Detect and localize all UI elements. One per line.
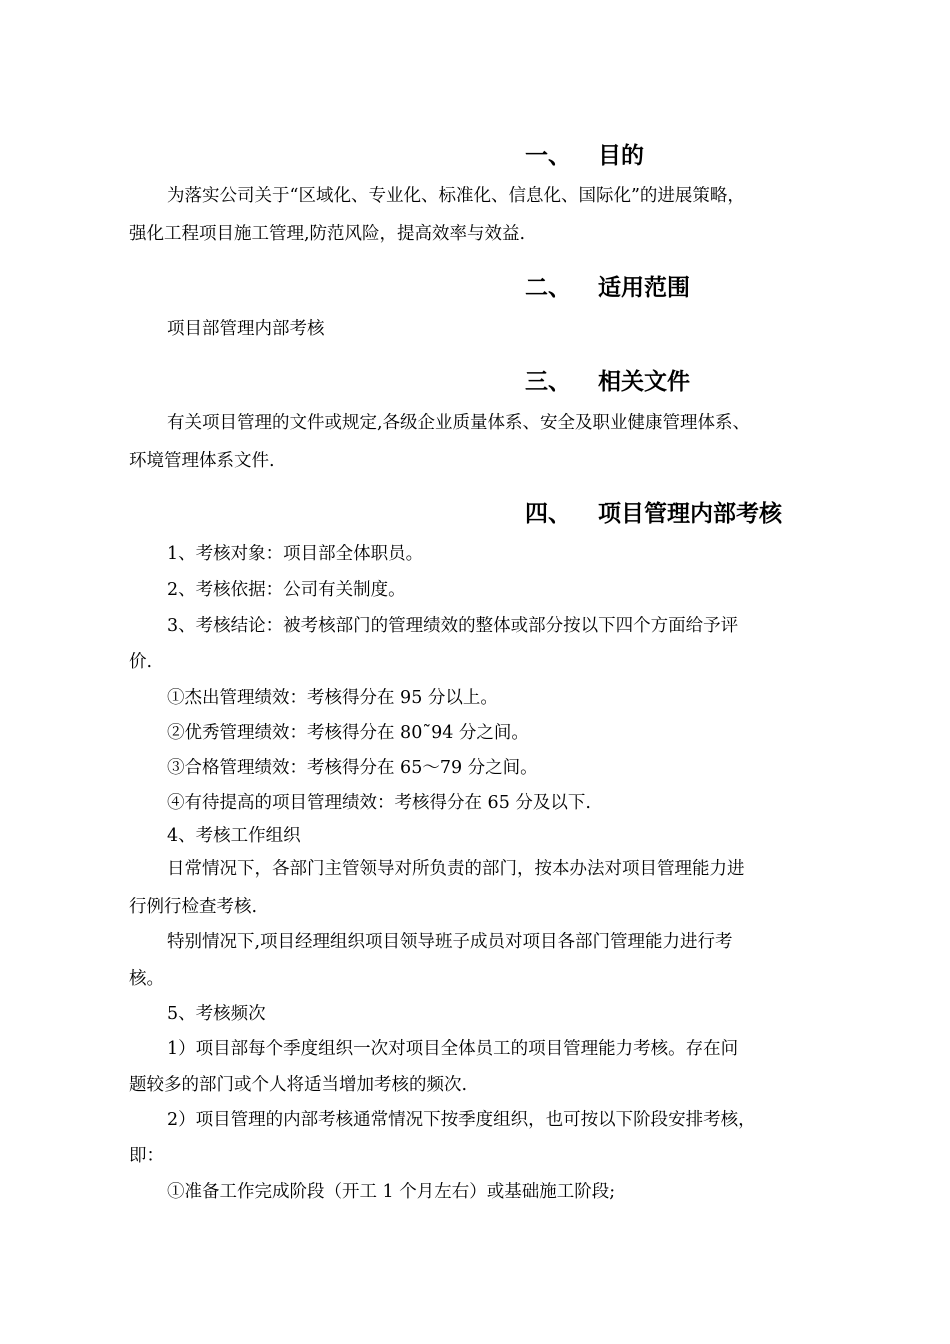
paragraph-line: 核。 <box>129 969 164 989</box>
paragraph-line: 强化工程项目施工管理,防范风险，提高效率与效益. <box>129 224 526 244</box>
list-item: ①准备工作完成阶段（开工 1 个月左右）或基础施工阶段; <box>167 1182 616 1202</box>
list-item: ③合格管理绩效：考核得分在 65～79 分之间。 <box>167 758 538 778</box>
paragraph-line: 1）项目部每个季度组织一次对项目全体员工的项目管理能力考核。存在问 <box>167 1039 739 1059</box>
section-number: 三、 <box>525 369 571 395</box>
list-item: ④有待提高的项目管理绩效：考核得分在 65 分及以下. <box>167 793 591 813</box>
section-heading-2 <box>525 273 690 303</box>
paragraph-line: 价. <box>129 652 153 672</box>
section-title: 目的 <box>598 143 644 169</box>
list-item: 3、考核结论：被考核部门的管理绩效的整体或部分按以下四个方面给予评 <box>167 616 739 636</box>
paragraph-line: 为落实公司关于“区域化、专业化、标准化、信息化、国际化”的进展策略， <box>167 186 745 206</box>
list-item: ①杰出管理绩效：考核得分在 95 分以上。 <box>167 688 498 708</box>
paragraph-line: 环境管理体系文件. <box>129 451 275 471</box>
list-item: ②优秀管理绩效：考核得分在 80˜94 分之间。 <box>167 723 529 743</box>
section-heading-4 <box>525 499 782 529</box>
section-title: 相关文件 <box>598 369 690 395</box>
paragraph-line: 日常情况下，各部门主管领导对所负责的部门，按本办法对项目管理能力进 <box>167 859 745 879</box>
section-heading-1 <box>525 141 644 171</box>
list-item: 2、考核依据：公司有关制度。 <box>167 580 406 600</box>
list-item: 1、考核对象：项目部全体职员。 <box>167 544 424 564</box>
paragraph-line: 题较多的部门或个人将适当增加考核的频次. <box>129 1075 468 1095</box>
section-number: 一、 <box>525 143 571 169</box>
paragraph-line: 2）项目管理的内部考核通常情况下按季度组织，也可按以下阶段安排考核， <box>167 1110 756 1130</box>
paragraph-line: 行例行检查考核. <box>129 897 258 917</box>
section-heading-3 <box>525 367 690 397</box>
paragraph-line: 特别情况下,项目经理组织项目领导班子成员对项目各部门管理能力进行考 <box>167 932 733 952</box>
paragraph-line: 有关项目管理的文件或规定,各级企业质量体系、安全及职业健康管理体系、 <box>167 413 751 433</box>
paragraph-line: 即： <box>129 1146 164 1166</box>
section-title: 适用范围 <box>598 275 690 301</box>
section-title: 项目管理内部考核 <box>598 501 782 527</box>
paragraph-line: 项目部管理内部考核 <box>167 319 325 339</box>
section-number: 四、 <box>525 501 571 527</box>
list-item: 4、考核工作组织 <box>167 826 301 846</box>
section-number: 二、 <box>525 275 571 301</box>
list-item: 5、考核频次 <box>167 1004 266 1024</box>
